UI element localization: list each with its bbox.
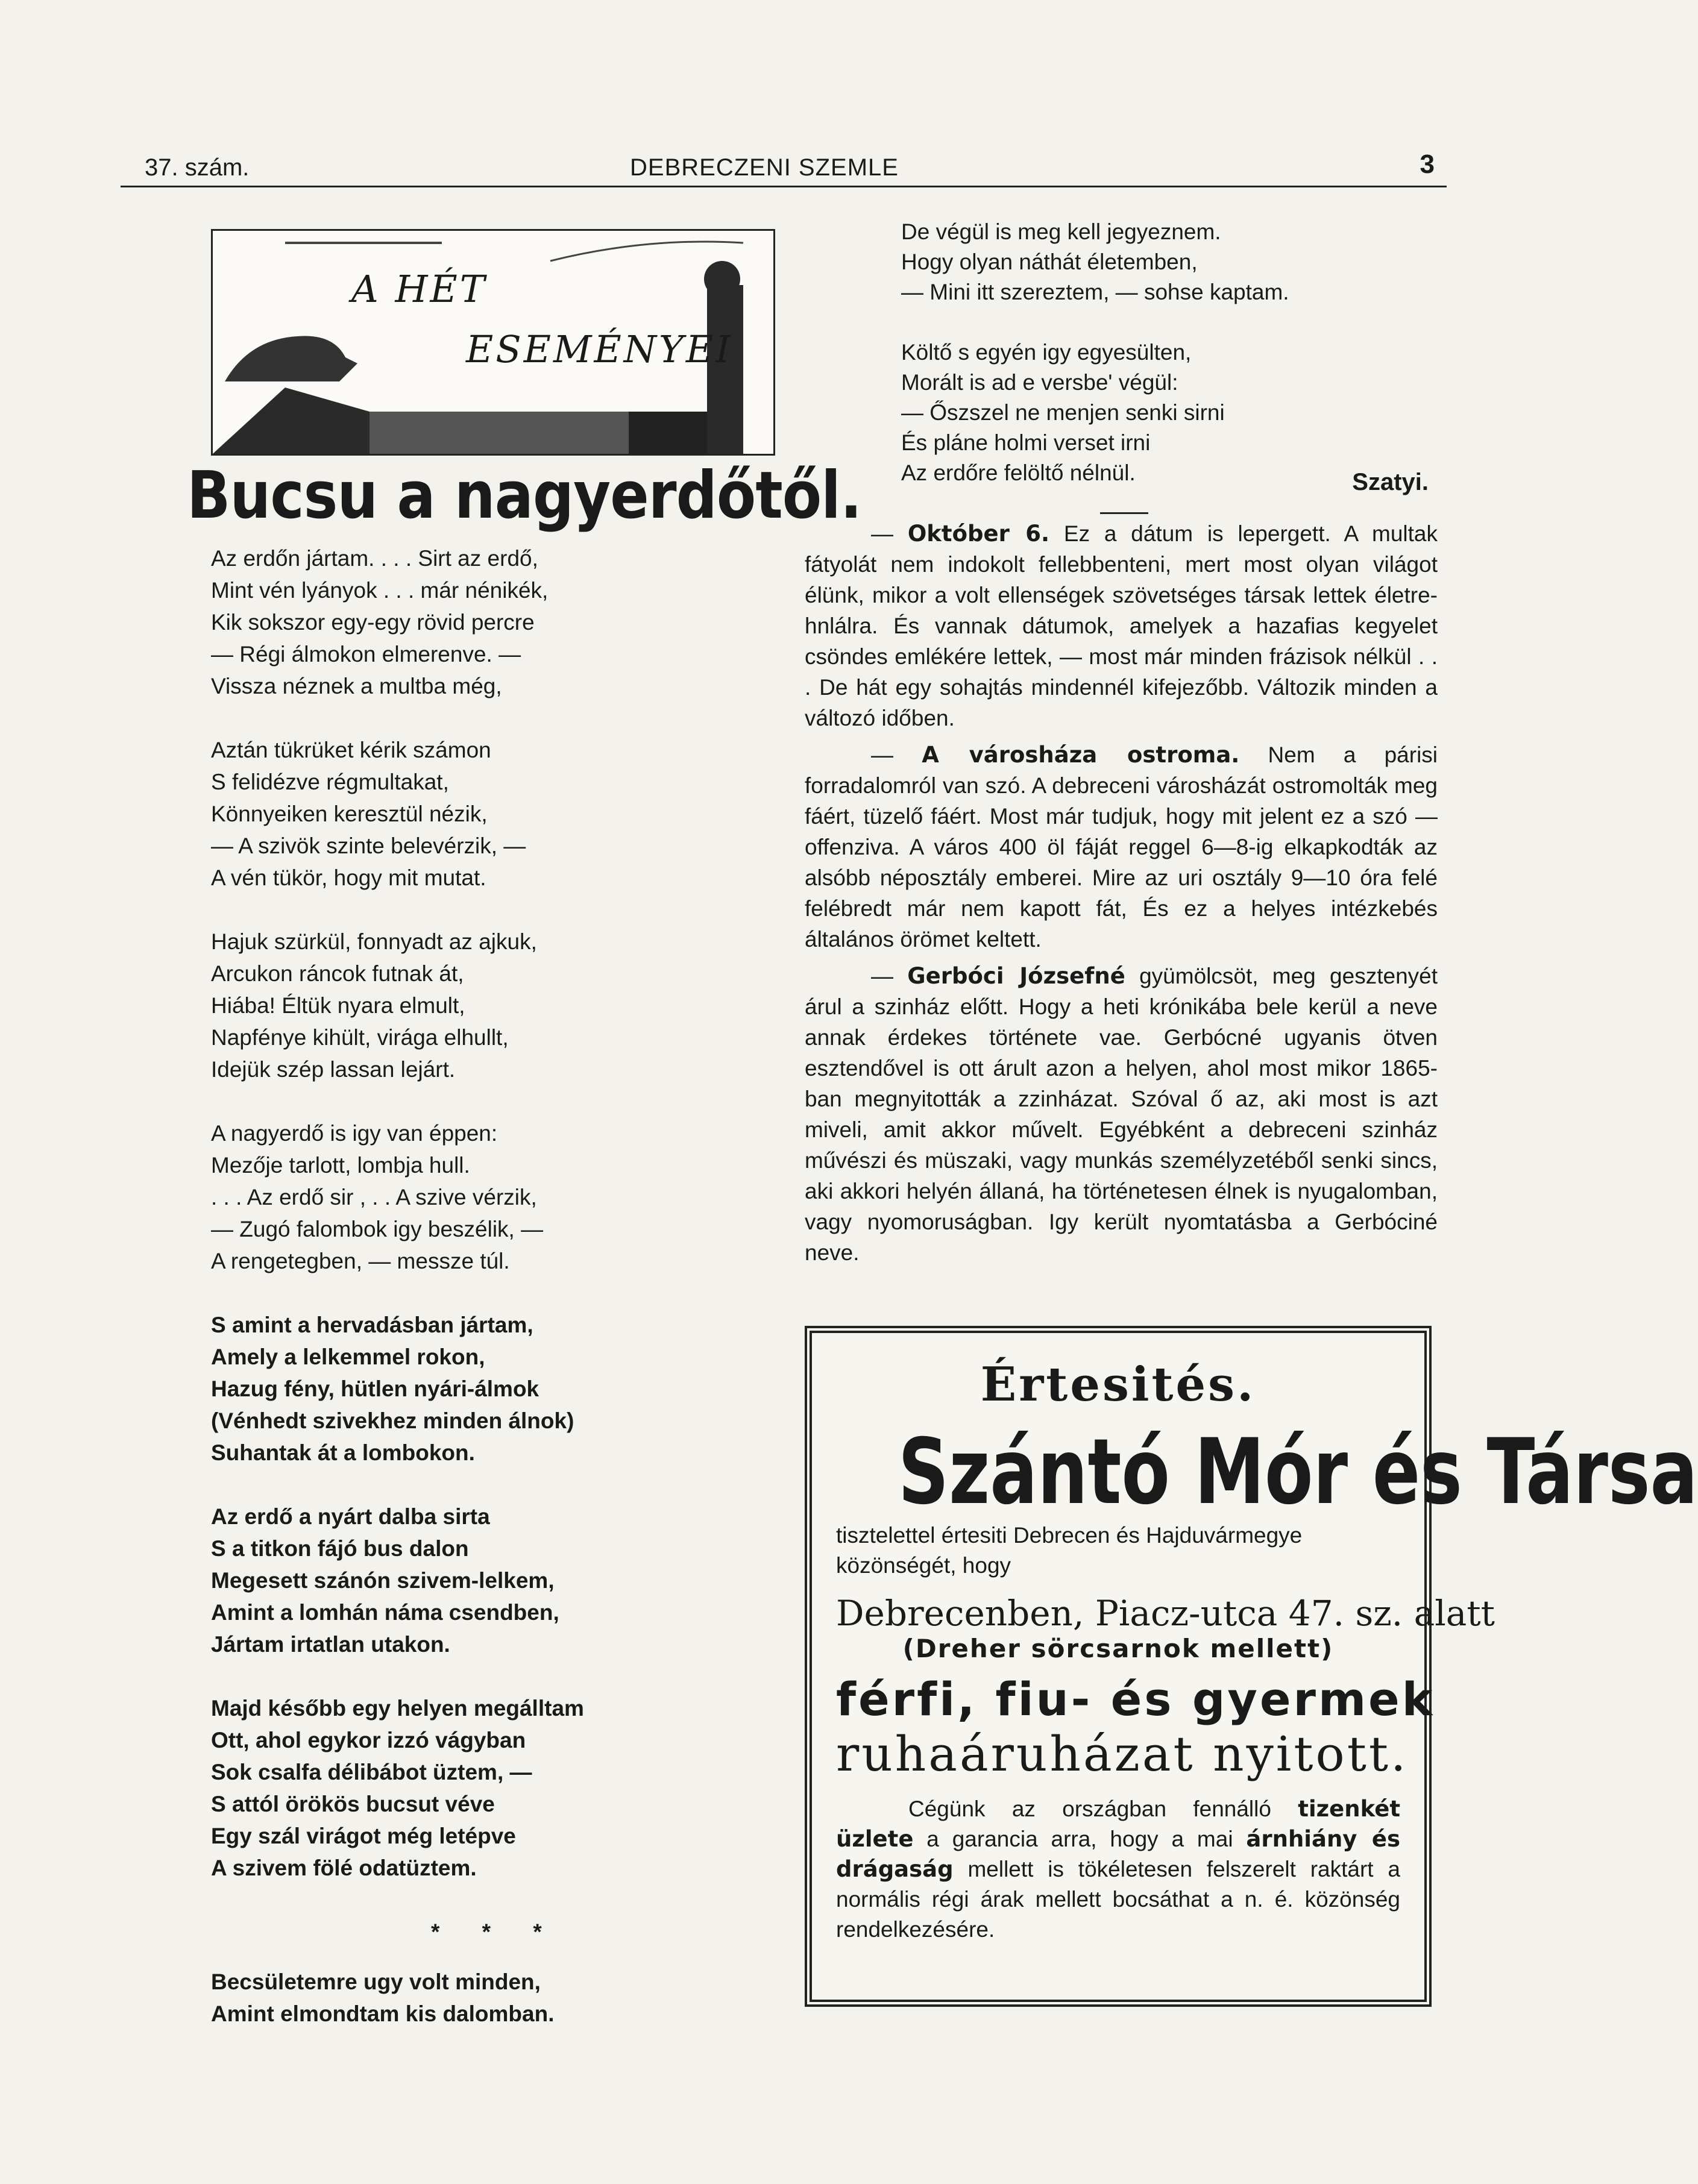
illustration-title-2: ESEMÉNYEI	[466, 327, 733, 371]
ad-heading: Értesités.	[980, 1357, 1256, 1412]
poem-line: A szivem fölé odatüztem.	[211, 1856, 477, 1880]
news-dash: —	[871, 964, 908, 988]
poem-line: Becsületemre ugy volt minden,	[211, 1969, 541, 1994]
news-lead: Gerbóci Józsefné	[907, 963, 1125, 989]
poem-line: S felidézve régmultakat,	[211, 770, 449, 794]
poem-line: Mezője tarlott, lombja hull.	[211, 1153, 470, 1178]
ad-intro: tisztelettel értesiti Debrecen és Hajduvármegye közönségét, hogy	[836, 1523, 1303, 1578]
poem-line: Az erdő a nyárt dalba sirta	[211, 1504, 490, 1529]
page-header	[121, 149, 1447, 187]
poem-stanza	[901, 217, 1444, 307]
poem-left	[211, 542, 753, 2030]
poem-line: Ott, ahol egykor izzó vágyban	[211, 1728, 526, 1753]
ad-body-text-1: Cégünk az országban fennálló	[908, 1796, 1298, 1821]
ad-body	[836, 1794, 1400, 1945]
poem-line: Jártam irtatlan utakon.	[211, 1632, 450, 1657]
poem-line: S attól örökös bucsut véve	[211, 1792, 495, 1816]
section-divider	[1100, 512, 1148, 514]
poem-line: — Őszszel ne menjen senki sirni	[901, 400, 1225, 425]
poem-line: Hajuk szürkül, fonnyadt az ajkuk,	[211, 929, 537, 954]
poem-line: Napfénye kihült, virága elhullt,	[211, 1025, 509, 1050]
page-number: 3	[1420, 149, 1435, 179]
news-item	[805, 739, 1438, 955]
poem-line: Amely a lelkemmel rokon,	[211, 1345, 485, 1369]
poem-stanza	[901, 337, 1444, 488]
publication-name: DEBRECZENI SZEMLE	[630, 154, 899, 181]
news-lead: A városháza ostroma.	[922, 742, 1240, 768]
poem-line: Sok csalfa délibábot üztem, —	[211, 1760, 532, 1784]
advertisement	[805, 1326, 1698, 2007]
poem-line: — Mini itt szereztem, — sohse kaptam.	[901, 280, 1289, 304]
ad-body-bold-2: árnhiány és drágaság	[836, 1826, 1400, 1882]
news-section	[805, 518, 1438, 1274]
news-item	[805, 961, 1438, 1268]
poem-ending	[211, 1966, 753, 2030]
news-item	[805, 518, 1438, 733]
poem-line: Suhantak át a lombokon.	[211, 1440, 475, 1465]
poem-line: Az erdőre felöltő nélnül.	[901, 460, 1136, 485]
poem-line: De végül is meg kell jegyeznem.	[901, 219, 1221, 244]
poem-line: S amint a hervadásban jártam,	[211, 1313, 533, 1337]
poem-line: S a titkon fájó bus dalon	[211, 1536, 469, 1561]
poem-line: Vissza néznek a multba még,	[211, 674, 502, 698]
illustration-title-1: A HÉT	[351, 267, 488, 311]
ad-company-name: Szántó Mór és Társa	[898, 1420, 1698, 1525]
poem-line: Egy szál virágot még letépve	[211, 1824, 516, 1848]
poem-line: Aztán tükrüket kérik számon	[211, 738, 491, 762]
poem-line: Amint a lomhán náma csendben,	[211, 1600, 559, 1625]
author-signature: Szatyi.	[1352, 469, 1429, 495]
ad-opening-line: ruhaáruházat nyitott.	[836, 1726, 1409, 1782]
ad-product-line: férfi, fiu- és gyermek	[836, 1672, 1435, 1726]
poem-line: A nagyerdő is igy van éppen:	[211, 1121, 498, 1146]
poem-stanza	[211, 1117, 753, 1277]
section-stars: * * *	[431, 1919, 560, 1944]
poem-line: Mint vén lyányok . . . már nénikék,	[211, 578, 549, 603]
news-dash: —	[871, 742, 922, 767]
poem-line: Hiába! Éltük nyara elmult,	[211, 993, 465, 1018]
poem-line: Hazug fény, hütlen nyári-álmok	[211, 1376, 539, 1401]
news-text: gyümölcsöt, meg gesztenyét árul a szinház előtt. Hogy a heti krónikába bele kerül a neve annak érdekes története vae. Gerbócné ugyanis ötven esztendővel is ott árult azon a helyen, ahol most mikor 1865-ban megnyitották a zzinházat. Szóval ő az, aki most is azt miveli, amit akkor művelt. Egyébként a debreceni szinház művészi és müszaki, vagy munkás személyzetéből senki sincs, aki akkori helyén állaná, ha történetesen élnek is nyugalomban, vagy nyomoruságban. Igy került nyomtatásba a Gerbóciné neve.	[805, 964, 1438, 1265]
poem-line: Az erdőn jártam. . . . Sirt az erdő,	[211, 546, 538, 571]
poem-stanza	[211, 1309, 753, 1469]
news-text: Nem a párisi forradalomról van szó. A debreceni városházát ostromolták meg fáért, tüzelő fáért. Most már tudjuk, hogy mit jelent ez a szó — offenziva. A város 400 öl fáját reggel 6—8-ig elkapkodták az alsóbb néposztály emberei. Mire az uri osztály 9—10 óra felé felébredt már nem kapott fát, És ez a helyes intézkebés általános örömet keltett.	[805, 742, 1438, 952]
poem-stanza	[211, 926, 753, 1085]
poem-line: Morált is ad e versbe' végül:	[901, 370, 1178, 395]
issue-number: 37. szám.	[145, 154, 250, 181]
week-events-illustration	[211, 229, 775, 456]
article-title: Bucsu a nagyerdőtől.	[187, 458, 862, 533]
news-dash: —	[871, 521, 908, 546]
poem-line: Arcukon ráncok futnak át,	[211, 961, 464, 986]
poem-line: Hogy olyan náthát életemben,	[901, 249, 1198, 274]
poem-line: Könnyeiken keresztül nézik,	[211, 802, 488, 826]
ad-body-text-2: a garancia arra, hogy a mai	[913, 1827, 1247, 1851]
news-lead: Október 6.	[907, 521, 1050, 547]
poem-line: — Régi álmokon elmerenve. —	[211, 642, 521, 667]
poem-line: A rengetegben, — messze túl.	[211, 1249, 510, 1273]
poem-stanza	[211, 734, 753, 894]
poem-line: Majd később egy helyen megálltam	[211, 1696, 584, 1721]
ad-body-text-3: mellett is tökéletesen felszerelt raktárt a normális régi árak mellett bocsáthat a n. é. közönség rendelkezésére.	[836, 1857, 1400, 1942]
poem-line: Idejük szép lassan lejárt.	[211, 1057, 456, 1082]
poem-stanza	[211, 1692, 753, 1884]
poem-line: Kik sokszor egy-egy rövid percre	[211, 610, 535, 635]
ad-location-note: (Dreher sörcsarnok mellett)	[902, 1634, 1334, 1663]
poem-line: És pláne holmi verset irni	[901, 430, 1151, 455]
poem-line: — A szivök szinte belevérzik, —	[211, 833, 526, 858]
poem-line: A vén tükör, hogy mit mutat.	[211, 865, 486, 890]
poem-line: . . . Az erdő sir , . . A szive vérzik,	[211, 1185, 537, 1210]
poem-line: (Vénhedt szivekhez minden álnok)	[211, 1408, 574, 1433]
news-text: Ez a dátum is lepergett. A multak fátyolát nem indokolt fellebbenteni, mert most olyan világot élünk, mikor a volt ellenségek szövetséges társak lettek életre-hnlálra. És vannak dátumok, amelyek a hazafias kegyelet csöndes emlékére lettek, — most már minden frázisok nélkül . . . De hát egy sohajtás mindennél kifejezőbb. Változik minden a változó időben.	[805, 521, 1438, 730]
poem-line: — Zugó falombok igy beszélik, —	[211, 1217, 544, 1241]
poem-stanza	[211, 542, 753, 702]
ad-address: Debrecenben, Piacz-utca 47. sz. alatt	[836, 1593, 1495, 1634]
ad-body-bold-1: tizenkét üzlete	[836, 1796, 1400, 1852]
poem-stanza	[211, 1501, 753, 1660]
poem-line: Amint elmondtam kis dalomban.	[211, 2001, 555, 2026]
poem-line: Megesett szánón szivem-lelkem,	[211, 1568, 555, 1593]
poem-line: Költő s egyén igy egyesülten,	[901, 340, 1192, 365]
